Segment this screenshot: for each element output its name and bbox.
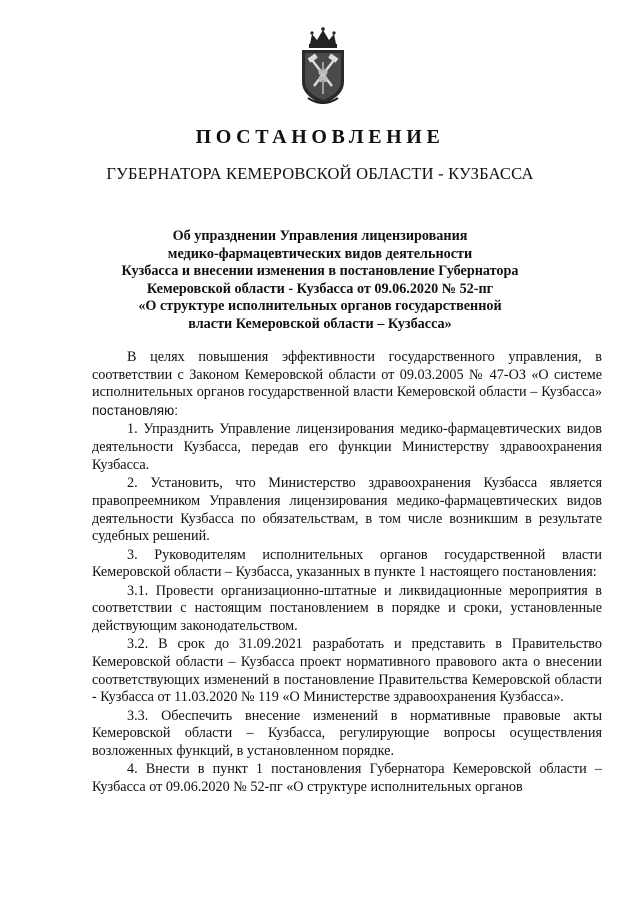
clause-paragraph: 3.3. Обеспечить внесение изменений в нормативные правовые акты Кемеровской области – Кузбасса, регулирующие вопросы осуществления возложенных функций, в установленном порядке. <box>92 707 602 760</box>
issuer-heading: ГУБЕРНАТОРА КЕМЕРОВСКОЙ ОБЛАСТИ - КУЗБАССА <box>106 164 534 183</box>
document-title <box>80 228 560 334</box>
clause-paragraph: 1. Упразднить Управление лицензирования медико-фармацевтических видов деятельности Кузбасса, передав его функции Министерству здравоохранения Кузбасса. <box>92 421 602 473</box>
preamble-paragraph <box>92 349 602 421</box>
document-type-heading: ПОСТАНОВЛЕНИЕ <box>195 126 445 148</box>
clause-paragraph: 3.2. В срок до 31.09.2021 разработать и представить в Правительство Кемеровской области – Кузбасса проект нормативного правового акта о внесении соответствующих изменений в постановление Правительства Кемеровской области - Кузбасса от 11.03.2020 № 119 «О Министерстве здравоохранения Кузбасса». <box>92 636 602 706</box>
title-line: Кузбасса и внесении изменения в постановление Губернатора <box>121 263 519 280</box>
clause-paragraph: 3.1. Провести организационно-штатные и ликвидационные мероприятия в соответствии с настоящим постановлением в порядке и сроки, установленные действующим законодательством. <box>92 582 602 634</box>
title-line: власти Кемеровской области – Кузбасса» <box>188 315 452 332</box>
title-line: медико-фармацевтических видов деятельности <box>167 245 473 262</box>
title-line: Об упразднении Управления лицензирования <box>172 228 468 244</box>
decree-word: постановляю: <box>92 403 178 419</box>
clause-paragraph: 2. Установить, что Министерство здравоохранения Кузбасса является правопреемником Управления лицензирования медико-фармацевтических видов деятельности Кузбасса по обязательствам, в том числе возникшим в результате судебных решений. <box>92 475 602 545</box>
document-body <box>92 349 602 797</box>
title-line: Кемеровской области - Кузбасса от 09.06.2020 № 52-пг <box>146 280 494 297</box>
preamble-text: В целях повышения эффективности государственного управления, в соответствии с Законом Кемеровской области от 09.03.2005 № 47-ОЗ «О системе исполнительных органов государственной власти Кемеровской области – Кузбасса» <box>92 349 602 401</box>
clause-paragraph: 3. Руководителям исполнительных органов государственной власти Кемеровской области – Кузбасса, указанных в пункте 1 настоящего постановления: <box>92 546 602 581</box>
kemerovo-coat-of-arms-icon <box>296 26 350 108</box>
clause-paragraph: 4. Внести в пункт 1 постановления Губернатора Кемеровской области – Кузбасса от 09.06.2020 № 52-пг «О структуре исполнительных органов <box>92 761 602 796</box>
title-line: «О структуре исполнительных органов государственной <box>138 298 502 315</box>
